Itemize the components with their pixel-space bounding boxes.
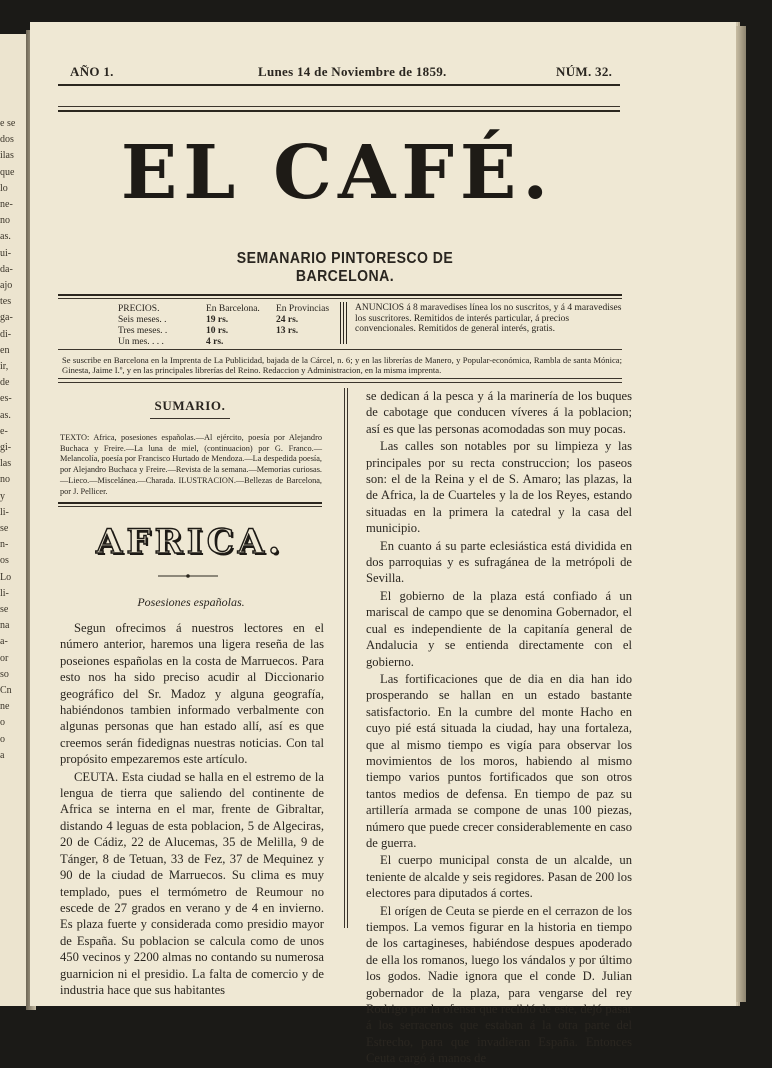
adjacent-page-text-fragment: a [0, 749, 5, 761]
adjacent-page-text-fragment: li- [0, 587, 9, 599]
article-paragraph: En cuanto á su parte eclesiástica está dividida en dos parroquias y es sufragánea de la metrópoli de Sevilla. [366, 538, 632, 586]
adjacent-page-text-fragment: gi- [0, 442, 12, 453]
article-paragraph: Las fortificaciones que de dia en dia han ido prosperando se hallan en un estado bastante satisfactorio. En la cumbre del monte Hacho en cuyo pié está situada la ciudad, hay una fortaleza, que al mismo tiempo es vigía para observar los movimientos de los moros, habiendo al mismo tiempo varios puntos fortificados que son otros tantos medios de defensa. En tiempo de paz su artillería armada se compone de unas 100 piezas, número que puede crecer considerablemente en caso de guerra. [366, 671, 632, 850]
adjacent-page-text-fragment: e se [0, 118, 16, 129]
prices-period: Seis meses. . [118, 315, 167, 325]
header-rule [58, 84, 620, 86]
adjacent-page-text-fragment: ne- [0, 199, 13, 210]
subscription-notice: Se suscribe en Barcelona en la Imprenta de La Publicidad, bajada de la Cárcel, n. 6; y en las librerías de Manero, y Popular-económica, Rambla de santa Mónica; Ginesta, Jaime I.º, y en las principales librerías del Reino. Redaccion y Administracion, en la misma imprenta. [62, 355, 622, 375]
adjacent-page-text-fragment: a- [0, 636, 8, 648]
summary-rule [58, 502, 322, 504]
adjacent-page-text-fragment: e- [0, 425, 8, 437]
adjacent-page-text-fragment: dos [0, 134, 14, 146]
article-paragraph: Segun ofrecimos á nuestros lectores en el número anterior, haremos una ligera reseña de las poseiones españolas en la costa de Marruecos. Para esto nos ha sido preciso acudir al Diccionario geográfico del Sr. Madoz y alguna geografía, habiéndonos tambien informado verbalmente con algunas personas que han estado allí, así es que creemos serán fidedignas nuestras noticias. Con tal propósito empezaremos este artículo. [60, 621, 324, 767]
header-rule [58, 106, 620, 107]
adjacent-page-text-fragment: da- [0, 263, 13, 275]
column-divider [347, 388, 348, 928]
prices-table [118, 304, 338, 348]
adjacent-page-text-fragment: di- [0, 328, 12, 340]
adjacent-page-text-fragment: de [0, 377, 10, 389]
adjacent-page-text-fragment: as. [0, 409, 11, 421]
article-paragraph: El cuerpo municipal consta de un alcalde, un teniente de alcalde y seis regidores. Pasan de 200 los electores para diputados á cortes. [366, 853, 632, 901]
prices-prov: 13 rs. [276, 326, 299, 336]
prices-bcn: 4 rs. [206, 337, 224, 347]
adjacent-page-text-fragment: ajo [0, 280, 13, 291]
prices-label: PRECIOS. [118, 304, 160, 314]
adjacent-page-text-fragment: or [0, 652, 9, 664]
adjacent-page-text-fragment: en [0, 344, 10, 356]
section-rule [58, 382, 622, 383]
summary-underline [150, 418, 230, 419]
adjacent-page-text-fragment: li- [0, 506, 9, 518]
page-stack-edge [736, 26, 746, 1002]
article-column-right [366, 388, 632, 1068]
adjacent-page-text-fragment: ui- [0, 247, 12, 259]
adjacent-page-text-fragment: ne [0, 701, 10, 713]
adjacent-page-text-fragment: y [0, 490, 5, 502]
masthead-title: EL CAFÉ. [120, 130, 555, 216]
adjacent-page-text-fragment: ir, [0, 361, 9, 372]
header-rule [58, 110, 620, 112]
prices-period: Un mes. . . . [118, 337, 164, 347]
prices-row [118, 315, 338, 326]
advertising-rates: ANUNCIOS á 8 maravedises línea los no suscritos, y á 4 maravedises los suscritores. Remitidos de interés particular, á precios convencionales. Remitidos de general interés, gratis. [355, 303, 622, 334]
issue-year: AÑO 1. [70, 64, 114, 79]
adjacent-page-text-fragment: tes [0, 296, 12, 308]
issue-number: NÚM. 32. [556, 64, 613, 79]
section-rule [58, 298, 622, 299]
summary-title: SUMARIO. [154, 398, 226, 413]
adjacent-page-text-fragment: os [0, 555, 9, 567]
section-rule [58, 294, 622, 296]
adjacent-page-text-fragment: se [0, 523, 9, 534]
adjacent-page-text-fragment: que [0, 166, 15, 178]
prices-row [118, 326, 338, 337]
summary-rule [58, 506, 322, 507]
prices-bcn: 10 rs. [206, 326, 229, 336]
adjacent-page-text-fragment: ga- [0, 312, 13, 324]
masthead-subtitle: SEMANARIO PINTORESCO DE BARCELONA. [236, 250, 454, 285]
adjacent-page-text-fragment: Lo [0, 571, 12, 583]
article-subtitle: Posesiones españolas. [137, 595, 245, 609]
adjacent-page-text-fragment: as. [0, 231, 11, 243]
adjacent-page-text-fragment: lo [0, 182, 8, 194]
adjacent-page-text-fragment: na [0, 620, 10, 632]
prices-prov: 24 rs. [276, 315, 299, 325]
adjacent-page-edge [0, 34, 28, 1006]
adjacent-page-text-fragment: o [0, 733, 5, 745]
column-divider-ornament [340, 302, 348, 344]
adjacent-page-text-fragment: n- [0, 539, 9, 551]
adjacent-page-text-fragment: o [0, 717, 5, 729]
article-title: AFRICA. [96, 522, 284, 562]
issue-date: Lunes 14 de Noviembre de 1859. [258, 64, 447, 79]
adjacent-page-text-fragment: se [0, 604, 9, 615]
adjacent-page-text-fragment: no [0, 474, 10, 486]
prices-period: Tres meses. . [118, 326, 168, 336]
adjacent-page-text-fragment: ilas [0, 150, 14, 162]
adjacent-page-text-fragment: las [0, 458, 12, 470]
prices-prov [276, 337, 336, 348]
column-divider [344, 388, 345, 928]
article-paragraph: Las calles son notables por su limpieza y las principales por su recta construccion; los paseos son: el de la Reina y el de S. Amaro; las plazas, la de Africa, la de Cuarteles y la de los Reyes, estando situadas en la primera la catedral y la casa del municipio. [366, 439, 632, 536]
prices-barcelona-header: En Barcelona. [206, 304, 260, 314]
prices-bcn: 19 rs. [206, 315, 229, 325]
adjacent-page-text-fragment: so [0, 668, 9, 680]
article-paragraph: El orígen de Ceuta se pierde en el cerrazon de los tiempos. La vemos figurar en la historia en tiempo de los cartagineses, habiéndose despues apoderado de ella los romanos, luego los vándalos y por último los godos. Nadie ignora que el conde D. Julian gobernador de la plaza, para vengarse del rey Rodrigo por la ofensa que recibió de este, dejó pasar á los serracenos que estaban á la otra parte del Estrecho, para que invadieran España. Entonces Ceuta cargó á manos de [366, 903, 632, 1066]
title-flourish [158, 574, 218, 578]
article-paragraph: CEUTA. Esta ciudad se halla en el estremo de la lengua de tierra que saliendo del continente de Africa se interna en el mar, frente de Gibraltar, distando 4 leguas de esta poblacion, 5 de Algeciras, 20 de Cádiz, 22 de Alucemas, 35 de Melilla, 9 de Tánger, 8 de Tetuan, 33 de Fez, 37 de Mequinez y 90 de la ciudad de Marruecos. Su clima es muy templado, pues el termómetro de Reumour no escede de 27 grados en verano y de 4 en invierno. Es plaza fuerte y considerada como presidio mayor de España. Su poblacion se calcula como de unos 450 vecinos y 2200 almas no contando su numerosa guarnicion ni el presidio. La falta de comercio y de industria hace que sus habitantes [60, 769, 324, 997]
adjacent-page-text-fragment: es- [0, 393, 12, 405]
summary-text: TEXTO: Africa, posesiones españolas.—Al ejército, poesía por Alejandro Buchaca y Freire.—La luna de miel, (continuacion) por G. Franco.—Melancolía, poesía por Francisco Hurtado de Mendoza.—La despedida poesía, por Alejandro Buchaca y Freire.—Revista de la semana.—Memorias curiosas.—Lieco.—Miscelánea.—Charada. ILUSTRACION.—Bellezas de Barcelona, por J. Pellicer. [60, 433, 322, 496]
adjacent-page-text-fragment: Cn [0, 685, 12, 696]
section-rule [58, 378, 622, 379]
prices-provinces-header: En Provincias [276, 304, 330, 314]
article-paragraph: se dedican á la pesca y á la marinería de los buques de cabotage que conducen víveres á la poblacion; así es que las personas acomodadas son muy pocas. [366, 389, 632, 436]
article-column-left [60, 620, 324, 999]
section-rule [58, 349, 622, 350]
prices-row [118, 337, 338, 348]
adjacent-page-text-fragment: no [0, 215, 10, 227]
article-paragraph: El gobierno de la plaza está confiado á un mariscal de campo que se denomina Gobernador, el cual es independiente de la capitanía general de Andalucia y se entienda directamente con el gobierno. [366, 588, 632, 669]
